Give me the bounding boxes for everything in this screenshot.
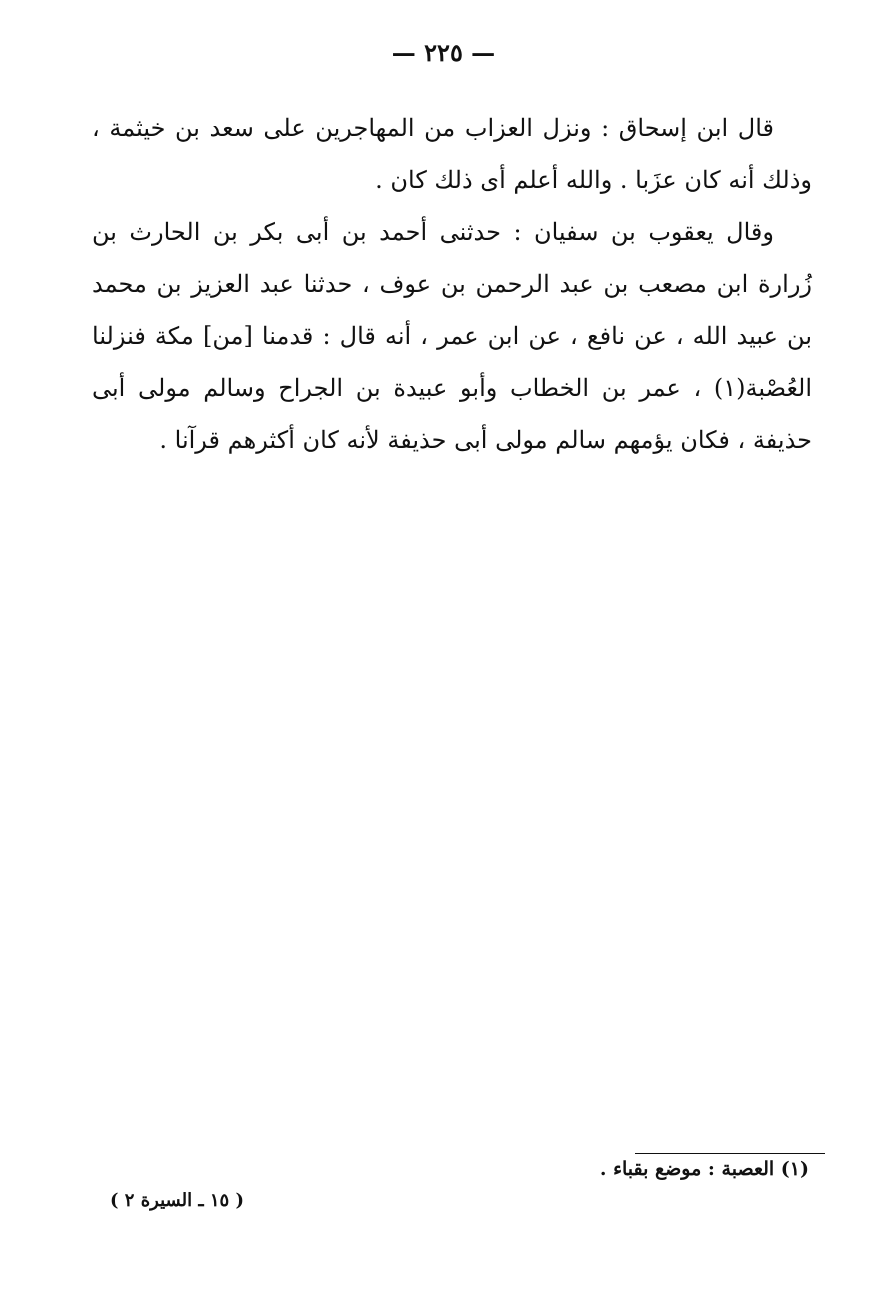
body-text — [92, 102, 812, 466]
signature-mark: ( ١٥ ـ السيرة ٢ ) — [110, 1190, 245, 1211]
paragraph-1: قال ابن إسحاق : ونزل العزاب من المهاجرين على سعد بن خيثمة ، وذلك أنه كان عزَبا . والله أعلم أى ذلك كان . — [92, 114, 812, 194]
paragraph-2: وقال يعقوب بن سفيان : حدثنى أحمد بن أبى بكر بن الحارث بن زُرارة ابن مصعب بن عبد الرحمن بن عوف ، حدثنا عبد العزيز بن محمد بن عبيد الله ، عن نافع ، عن ابن عمر ، أنه قال : قدمنا [من] مكة فنزلنا العُصْبة(١) ، عمر بن الخطاب وأبو عبيدة بن الجراح وسالم مولى أبى حذيفة ، فكان يؤمهم سالم مولى أبى حذيفة لأنه كان أكثرهم قرآنا . — [92, 218, 812, 454]
footnote: (١) العصبة : موضع بقباء . — [599, 1158, 809, 1180]
page-number: — ٢٢٥ — — [391, 38, 496, 67]
footnote-divider — [635, 1153, 825, 1154]
